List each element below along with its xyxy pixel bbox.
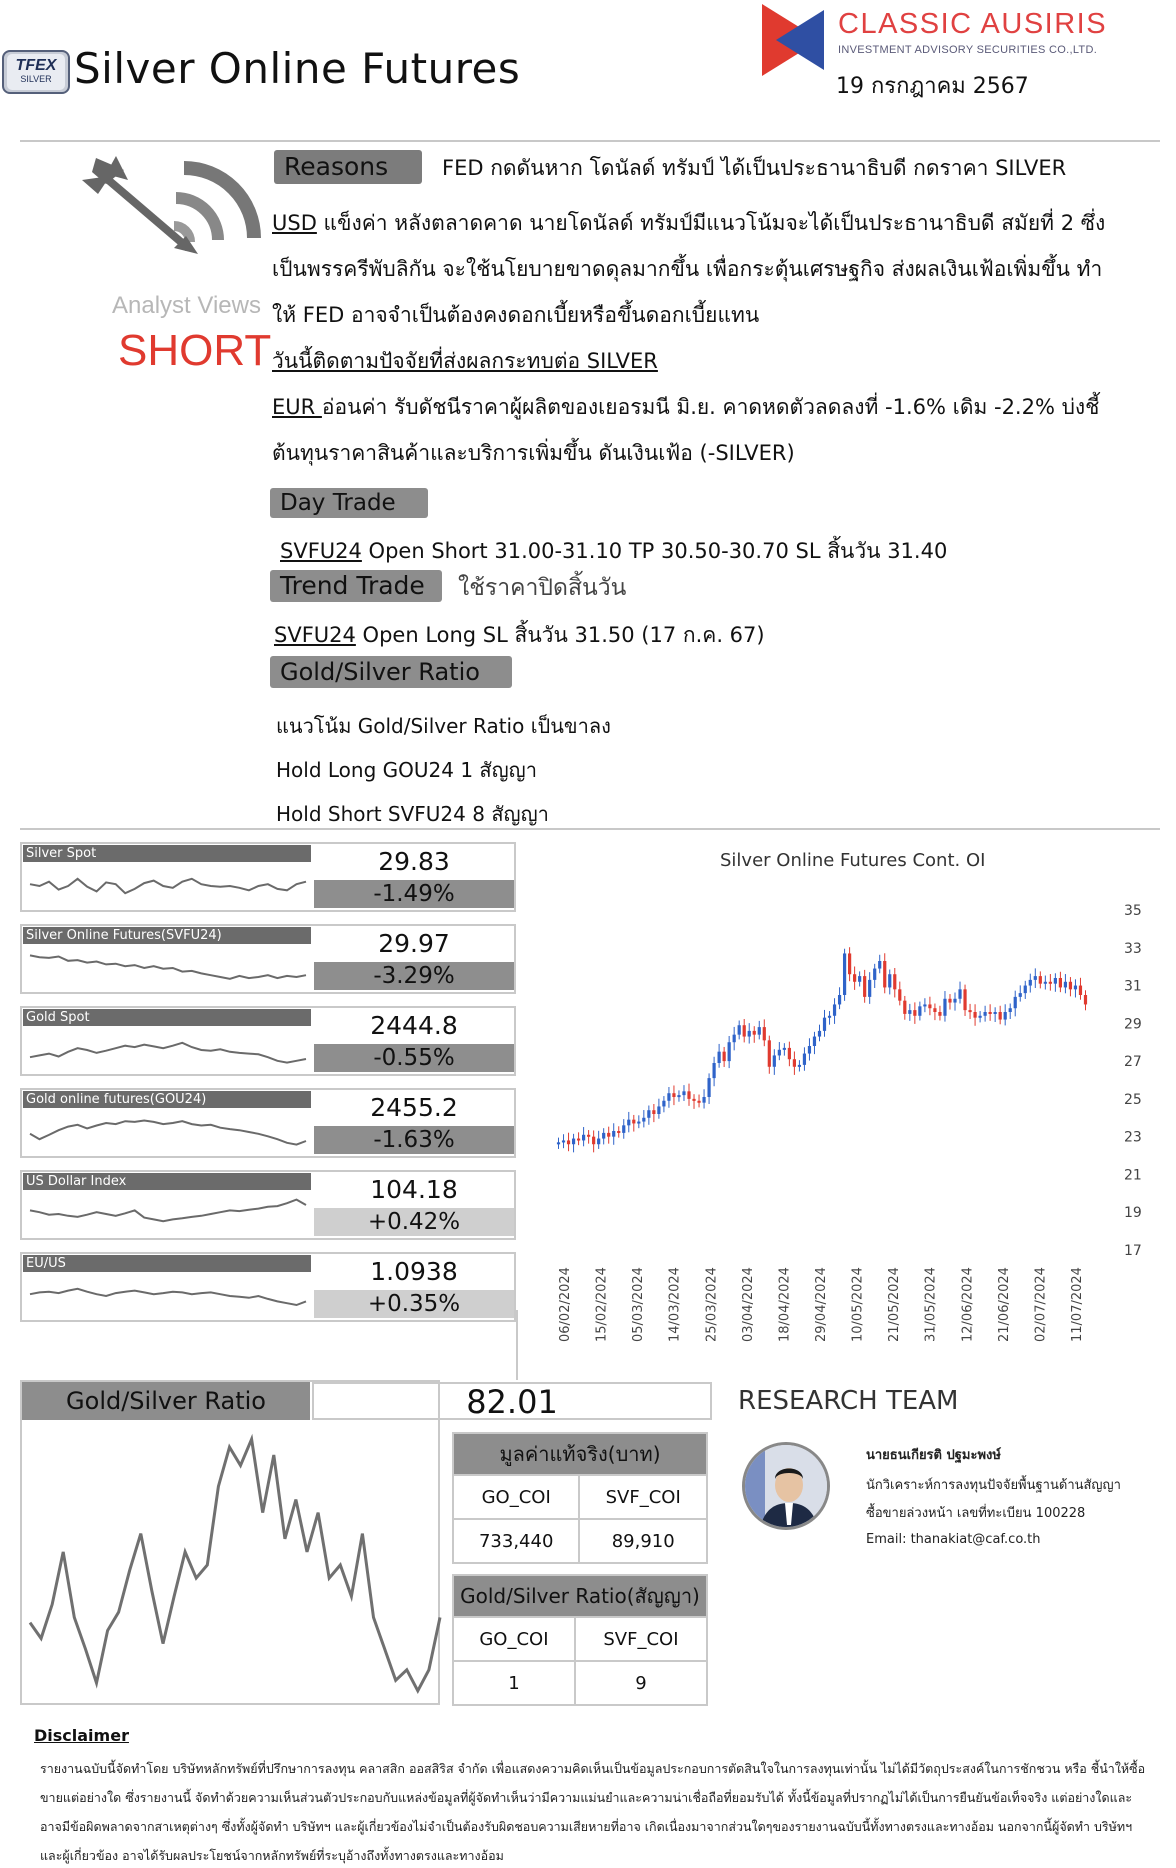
trend-trade-note: ใช้ราคาปิดสิ้นวัน bbox=[458, 575, 627, 601]
candle-body bbox=[728, 1042, 731, 1061]
candle-body bbox=[1039, 976, 1042, 984]
candle-body bbox=[883, 961, 886, 987]
reasons-headline: FED กดดันหาก โดนัลด์ ทรัมป์ ได้เป็นประธานาธิบดี กดราคา SILVER bbox=[442, 156, 1067, 180]
sparkline-path bbox=[30, 1289, 306, 1305]
analyst-views-label: Analyst Views bbox=[112, 292, 261, 319]
tile-value: 29.97 bbox=[378, 929, 450, 958]
chart-title: Silver Online Futures Cont. OI bbox=[720, 850, 986, 871]
candle-body bbox=[1034, 976, 1037, 980]
candle-body bbox=[1059, 978, 1062, 987]
candle-body bbox=[903, 1001, 906, 1014]
ratio-contracts-col2: SVF_COI bbox=[575, 1617, 707, 1661]
analyst-email[interactable]: Email: thanakiat@caf.co.th bbox=[866, 1532, 1041, 1547]
gs-ratio-label: Gold/Silver Ratio bbox=[270, 656, 512, 688]
candle-body bbox=[828, 1016, 831, 1018]
candle-body bbox=[958, 989, 961, 998]
candle-body bbox=[838, 995, 841, 1004]
x-tick-label: 18/04/2024 bbox=[777, 1267, 793, 1342]
y-tick-label: 23 bbox=[1124, 1129, 1142, 1146]
market-tile bbox=[20, 924, 516, 994]
sparkline-path bbox=[30, 1200, 306, 1222]
candle-body bbox=[1069, 982, 1072, 990]
candle-body bbox=[803, 1054, 806, 1065]
x-tick-label: 03/04/2024 bbox=[740, 1267, 756, 1342]
candle-body bbox=[707, 1078, 710, 1097]
candle-body bbox=[667, 1093, 670, 1101]
disclaimer-text: รายงานฉบับนี้จัดทำโดย บริษัทหลักทรัพย์ที่ปรึกษาการลงทุน คลาสสิก ออสสิริส จำกัด เพื่อแสดงความคิดเห็นเป็นข้อมูลประกอบการตัดสินใจในการลงทุนเท่านั้น ไม่ได้มีวัตถุประสงค์ในการชักชวน หรือ ชี้นำให้ซื้อขายแต่อย่างใด ซึ่งรายงานนี้ จัดทำด้วยความเห็นส่วนตัวประกอบกับแหล่งข้อมูลที่ผู้จัดทำเห็นว่ามีความแม่นยำและความน่าเชื่อถือที่ยอมรับได้ ทั้งนี้ข้อมูลที่ปรากฏไม่ได้เป็นการยืนยันข้อเท็จจริง แต่อย่างใดและอาจมีข้อผิดพลาดจากสาเหตุต่างๆ ซึ่งทั้งผู้จัดทำ บริษัทฯ และผู้เกี่ยวข้องไม่จำเป็นต้องรับผิดชอบความเสียหายที่อาจ เกิดเนื่องมาจากส่วนใดๆของรายงานฉบับนี้ทั้งทางตรงและทางอ้อม นอกจากนี้ผู้จัดทำ บริษัทฯ และผู้เกี่ยวข้อง อาจได้รับผลประโยชน์จากหลักทรัพย์ที่ระบุอ้างถึงทั้งทางตรงและทางอ้อม bbox=[40, 1761, 1146, 1863]
candle-body bbox=[1054, 978, 1057, 984]
candle-body bbox=[557, 1142, 560, 1144]
candle-body bbox=[843, 953, 846, 995]
y-tick-label: 35 bbox=[1124, 903, 1142, 919]
tile-value: 2455.2 bbox=[370, 1093, 458, 1122]
candle-body bbox=[753, 1031, 756, 1035]
candle-body bbox=[963, 989, 966, 1010]
candle-body bbox=[848, 953, 851, 974]
tile-sparkline bbox=[26, 1272, 310, 1318]
gs-ratio-panel-title: Gold/Silver Ratio bbox=[22, 1382, 310, 1420]
fair-value-title: มูลค่าแท้จริง(บาท) bbox=[453, 1433, 707, 1475]
disclaimer-title: Disclaimer bbox=[34, 1726, 129, 1745]
candle-body bbox=[888, 974, 891, 987]
candle-body bbox=[692, 1099, 695, 1101]
tile-change: -1.49% bbox=[314, 880, 514, 908]
tile-value: 104.18 bbox=[370, 1175, 458, 1204]
y-tick-label: 31 bbox=[1124, 978, 1142, 995]
tile-name: Gold Spot bbox=[23, 1009, 311, 1026]
analyst-view-short: SHORT bbox=[118, 326, 272, 375]
candle-body bbox=[672, 1093, 675, 1097]
report-date: 19 กรกฎาคม 2567 bbox=[836, 74, 1029, 99]
target-arrow-icon bbox=[76, 150, 266, 300]
candle-body bbox=[562, 1140, 565, 1142]
candle-body bbox=[763, 1027, 766, 1040]
candle-body bbox=[968, 1010, 971, 1012]
y-tick-label: 21 bbox=[1124, 1167, 1142, 1184]
tile-name: Gold online futures(GOU24) bbox=[23, 1091, 311, 1108]
candle-body bbox=[748, 1031, 751, 1037]
candle-body bbox=[978, 1016, 981, 1018]
candle-body bbox=[1049, 982, 1052, 984]
trend-trade-detail: Open Long SL สิ้นวัน 31.50 (17 ก.ค. 67) bbox=[355, 623, 765, 647]
candle-body bbox=[697, 1101, 700, 1103]
tile-name: Silver Online Futures(SVFU24) bbox=[23, 927, 311, 944]
tile-change: +0.42% bbox=[314, 1208, 514, 1236]
candlestick-chart bbox=[540, 880, 1160, 1350]
ratio-contracts-table bbox=[452, 1574, 708, 1706]
x-tick-label: 21/06/2024 bbox=[996, 1267, 1012, 1342]
ratio-contracts-val2: 9 bbox=[575, 1661, 707, 1705]
market-tile bbox=[20, 1088, 516, 1158]
candle-body bbox=[577, 1139, 580, 1141]
candle-body bbox=[858, 976, 861, 982]
candle-body bbox=[989, 1012, 992, 1014]
tile-sparkline bbox=[26, 862, 310, 908]
candle-body bbox=[712, 1063, 715, 1078]
candle-body bbox=[662, 1101, 665, 1107]
candle-body bbox=[833, 1004, 836, 1015]
trend-trade-text bbox=[274, 618, 765, 652]
candle-body bbox=[863, 976, 866, 997]
usd-paragraph bbox=[272, 200, 1162, 338]
candle-body bbox=[868, 980, 871, 997]
tile-sparkline bbox=[26, 944, 310, 990]
tfex-silver-logo bbox=[2, 50, 70, 94]
y-tick-label: 29 bbox=[1124, 1016, 1142, 1033]
y-tick-label: 33 bbox=[1124, 940, 1142, 957]
market-tile bbox=[20, 1170, 516, 1240]
y-tick-label: 19 bbox=[1124, 1205, 1142, 1222]
candle-body bbox=[738, 1025, 741, 1034]
analyst-name: นายธนเกียรติ ปฐมะพงษ์ bbox=[866, 1448, 1001, 1463]
candle-body bbox=[973, 1012, 976, 1018]
candle-body bbox=[1079, 986, 1082, 995]
candle-body bbox=[773, 1055, 776, 1066]
candle-body bbox=[1044, 982, 1047, 984]
vertical-divider bbox=[516, 1310, 518, 1380]
y-tick-label: 25 bbox=[1124, 1091, 1142, 1108]
candle-body bbox=[1029, 980, 1032, 986]
sparkline-path bbox=[30, 955, 306, 978]
candle-body bbox=[597, 1139, 600, 1145]
candle-body bbox=[1074, 986, 1077, 990]
ratio-contracts-title: Gold/Silver Ratio(สัญญา) bbox=[453, 1575, 707, 1617]
candle-body bbox=[913, 1010, 916, 1016]
candle-body bbox=[572, 1139, 575, 1145]
candle-body bbox=[723, 1052, 726, 1061]
candle-body bbox=[788, 1048, 791, 1059]
fair-value-val2: 89,910 bbox=[579, 1519, 707, 1563]
candle-body bbox=[878, 961, 881, 969]
candle-body bbox=[612, 1131, 615, 1137]
candle-body bbox=[923, 1004, 926, 1006]
eur-text-1: อ่อนค่า รับดัชนีราคาผู้ผลิตของเยอรมนี มิ.ย. คาดหดตัวลดลงที่ -1.6% เดิม -2.2% บ่งชี้ bbox=[321, 395, 1100, 419]
trend-trade-symbol: SVFU24 bbox=[274, 623, 356, 647]
candle-body bbox=[647, 1110, 650, 1118]
watch-heading: วันนี้ติดตามปัจจัยที่ส่งผลกระทบต่อ SILVER bbox=[272, 349, 658, 373]
candle-body bbox=[783, 1048, 786, 1050]
sparkline-path bbox=[30, 879, 306, 893]
usd-line-3: ให้ FED อาจจำเป็นต้องคงดอกเบี้ยหรือขึ้นดอกเบี้ยแทน bbox=[272, 303, 760, 327]
usd-line-1 bbox=[272, 200, 1162, 246]
candle-body bbox=[1019, 993, 1022, 997]
candle-body bbox=[943, 999, 946, 1016]
x-tick-label: 29/04/2024 bbox=[814, 1267, 829, 1342]
fair-value-col1: GO_COI bbox=[453, 1475, 579, 1519]
tile-change: -0.55% bbox=[314, 1044, 514, 1072]
tfex-badge-text: TFEX bbox=[15, 57, 57, 74]
fair-value-table bbox=[452, 1432, 708, 1564]
candle-body bbox=[808, 1046, 811, 1054]
candle-body bbox=[793, 1059, 796, 1067]
candle-body bbox=[984, 1012, 987, 1016]
tile-name: EU/US bbox=[23, 1255, 311, 1272]
gs-ratio-line-2: Hold Long GOU24 1 สัญญา bbox=[276, 758, 537, 782]
ratio-contracts-val1: 1 bbox=[453, 1661, 575, 1705]
gs-ratio-notes bbox=[276, 704, 611, 836]
x-tick-label: 21/05/2024 bbox=[887, 1267, 903, 1342]
tile-sparkline bbox=[26, 1026, 310, 1072]
candle-body bbox=[687, 1091, 690, 1099]
tile-sparkline bbox=[26, 1190, 310, 1236]
candle-body bbox=[733, 1035, 736, 1043]
candle-body bbox=[948, 999, 951, 1003]
candle-body bbox=[908, 1010, 911, 1014]
candle-body bbox=[928, 1004, 931, 1008]
header-divider bbox=[20, 140, 1160, 142]
candle-body bbox=[918, 1006, 921, 1015]
candle-body bbox=[758, 1027, 761, 1035]
sparkline-path bbox=[30, 1043, 306, 1063]
tile-change: -3.29% bbox=[314, 962, 514, 990]
company-name: CLASSIC AUSIRIS bbox=[838, 8, 1108, 40]
candle-body bbox=[642, 1118, 645, 1122]
day-trade-detail: Open Short 31.00-31.10 TP 30.50-30.70 SL สิ้นวัน 31.40 bbox=[361, 539, 948, 563]
day-trade-symbol: SVFU24 bbox=[280, 539, 362, 563]
candle-body bbox=[652, 1110, 655, 1114]
tile-change: +0.35% bbox=[314, 1290, 514, 1318]
candle-body bbox=[938, 1012, 941, 1016]
candle-body bbox=[1014, 997, 1017, 1008]
tile-value: 1.0938 bbox=[370, 1257, 458, 1286]
tile-sparkline bbox=[26, 1108, 310, 1154]
x-tick-label: 31/05/2024 bbox=[923, 1267, 939, 1342]
research-team-title: RESEARCH TEAM bbox=[738, 1386, 959, 1416]
candle-body bbox=[893, 974, 896, 989]
candle-body bbox=[682, 1091, 685, 1095]
eur-tag: EUR bbox=[272, 395, 322, 419]
x-tick-label: 12/06/2024 bbox=[960, 1267, 976, 1342]
market-tile bbox=[20, 1006, 516, 1076]
candle-body bbox=[1004, 1012, 1007, 1020]
candle-body bbox=[637, 1122, 640, 1124]
candle-body bbox=[677, 1095, 680, 1097]
candle-body bbox=[617, 1131, 620, 1133]
candle-body bbox=[592, 1137, 595, 1145]
tile-value: 2444.8 bbox=[370, 1011, 458, 1040]
candle-body bbox=[933, 1008, 936, 1012]
tile-change: -1.63% bbox=[314, 1126, 514, 1154]
reasons-label: Reasons bbox=[274, 150, 422, 184]
usd-line-2: เป็นพรรครีพับลิกัน จะใช้นโยบายขาดดุลมากขึ้น เพื่อกระตุ้นเศรษฐกิจ ส่งผลเงินเฟ้อเพิ่มขึ้น ทำ bbox=[272, 257, 1103, 281]
candle-body bbox=[853, 974, 856, 982]
trend-trade-label: Trend Trade bbox=[270, 570, 442, 602]
x-tick-label: 11/07/2024 bbox=[1070, 1267, 1085, 1342]
section-divider bbox=[20, 828, 1160, 830]
tile-value: 29.83 bbox=[378, 847, 450, 876]
candle-body bbox=[627, 1120, 630, 1126]
ratio-contracts-col1: GO_COI bbox=[453, 1617, 575, 1661]
candle-body bbox=[1084, 995, 1087, 1004]
candle-body bbox=[622, 1125, 625, 1133]
analyst-license: ซื้อขายล่วงหน้า เลขที่ทะเบียน 100228 bbox=[866, 1506, 1086, 1521]
x-tick-label: 06/02/2024 bbox=[558, 1267, 573, 1342]
x-tick-label: 25/03/2024 bbox=[704, 1267, 720, 1342]
day-trade-label: Day Trade bbox=[270, 488, 428, 518]
market-tile bbox=[20, 1252, 516, 1322]
usd-text-1: แข็งค่า หลังตลาดคาด นายโดนัลด์ ทรัมป์มีแนวโน้มจะได้เป็นประธานาธิบดี สมัยที่ 2 ซึ่ง bbox=[316, 211, 1106, 235]
gs-ratio-line-3: Hold Short SVFU24 8 สัญญา bbox=[276, 802, 549, 826]
eur-paragraph bbox=[272, 384, 1162, 476]
tfex-badge-sub: SILVER bbox=[20, 74, 52, 84]
gs-ratio-value: 82.01 bbox=[312, 1382, 712, 1420]
candle-body bbox=[823, 1018, 826, 1031]
candle-body bbox=[1064, 982, 1067, 988]
candle-body bbox=[994, 1012, 997, 1014]
candle-body bbox=[873, 969, 876, 980]
tile-name: US Dollar Index bbox=[23, 1173, 311, 1190]
candle-body bbox=[953, 999, 956, 1003]
candle-body bbox=[1024, 986, 1027, 994]
page-title: Silver Online Futures bbox=[74, 44, 521, 93]
sparkline-path bbox=[30, 1121, 306, 1145]
candle-body bbox=[718, 1052, 721, 1063]
x-tick-label: 02/07/2024 bbox=[1033, 1267, 1049, 1342]
x-tick-label: 14/03/2024 bbox=[667, 1267, 683, 1342]
fair-value-val1: 733,440 bbox=[453, 1519, 579, 1563]
candle-body bbox=[768, 1040, 771, 1066]
gs-ratio-line-1: แนวโน้ม Gold/Silver Ratio เป็นขาลง bbox=[276, 714, 611, 738]
eur-line-1 bbox=[272, 384, 1162, 430]
fair-value-col2: SVF_COI bbox=[579, 1475, 707, 1519]
candle-body bbox=[743, 1025, 746, 1036]
candle-body bbox=[898, 989, 901, 1000]
candle-body bbox=[999, 1012, 1002, 1020]
gs-ratio-line bbox=[30, 1439, 440, 1691]
y-tick-label: 27 bbox=[1124, 1054, 1142, 1071]
eur-line-2: ต้นทุนราคาสินค้าและบริการเพิ่มขึ้น ดันเงินเฟ้อ (-SILVER) bbox=[272, 441, 795, 465]
candle-body bbox=[813, 1037, 816, 1046]
x-tick-label: 15/02/2024 bbox=[594, 1267, 610, 1342]
tile-name: Silver Spot bbox=[23, 845, 311, 862]
candle-body bbox=[587, 1135, 590, 1137]
company-subtitle: INVESTMENT ADVISORY SECURITIES CO.,LTD. bbox=[838, 44, 1098, 56]
candle-body bbox=[657, 1106, 660, 1114]
candle-body bbox=[818, 1031, 821, 1037]
market-tile bbox=[20, 842, 516, 912]
candle-body bbox=[607, 1133, 610, 1137]
x-tick-label: 05/03/2024 bbox=[631, 1267, 647, 1342]
y-tick-label: 17 bbox=[1124, 1243, 1142, 1259]
candle-body bbox=[798, 1065, 801, 1067]
x-tick-label: 10/05/2024 bbox=[850, 1267, 866, 1342]
gs-ratio-sparkline bbox=[22, 1420, 450, 1704]
candle-body bbox=[567, 1140, 570, 1144]
usd-tag: USD bbox=[272, 211, 317, 235]
candle-body bbox=[632, 1120, 635, 1124]
candle-body bbox=[582, 1135, 585, 1141]
analyst-position: นักวิเคราะห์การลงทุนปัจจัยพื้นฐานด้านสัญญา bbox=[866, 1478, 1121, 1493]
candle-body bbox=[602, 1133, 605, 1139]
candle-body bbox=[778, 1050, 781, 1056]
day-trade-text bbox=[280, 534, 947, 568]
analyst-avatar bbox=[742, 1442, 830, 1530]
candle-body bbox=[702, 1097, 705, 1103]
candle-body bbox=[1009, 1008, 1012, 1012]
